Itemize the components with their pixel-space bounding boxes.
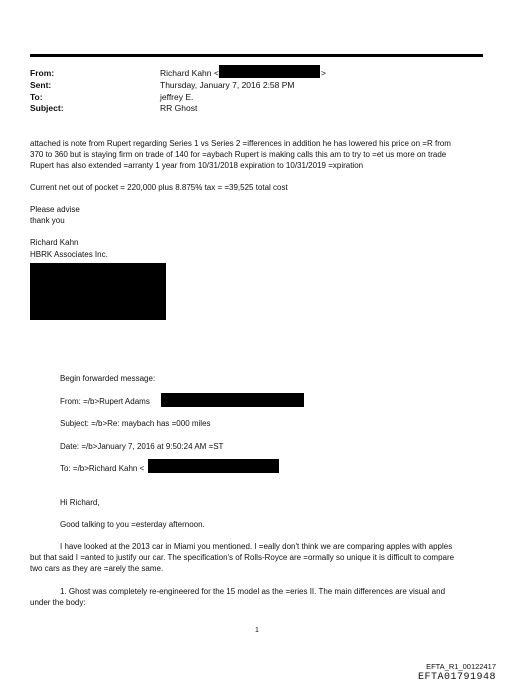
redaction-block <box>30 263 166 320</box>
signature-name: Richard Kahn <box>30 238 79 247</box>
forward-to: To: =/b>Richard Kahn < <box>60 464 145 473</box>
forward-from: From: =/b>Rupert Adams <box>60 397 150 406</box>
body-line: attached is note from Rupert regarding Series 1 vs Series 2 =ifferences in addition he has lowered his price on =R from <box>30 139 451 148</box>
body-line: but that said I =anted to justify our car. The specification's of Rolls-Royce are =ormally so unique it is difficult to compare <box>30 553 455 562</box>
body-line: Rupert has also extended =arranty 1 year from 10/31/2018 expiration to 10/31/2019 =xpiration <box>30 161 364 170</box>
body-line: two cars as they are =arely the same. <box>30 564 164 573</box>
to-label: To: <box>30 92 43 102</box>
thank-you: thank you <box>30 216 65 225</box>
redaction-block <box>161 393 304 407</box>
subject-value: RR Ghost <box>160 103 198 113</box>
page-number: 1 <box>255 627 259 634</box>
forward-subject: Subject: =/b>Re: maybach has =000 miles <box>60 419 211 428</box>
signature-company: HBRK Associates Inc. <box>30 250 108 259</box>
please-advise: Please advise <box>30 205 80 214</box>
good-talking: Good talking to you =esterday afternoon. <box>60 520 205 529</box>
body-line: 1. Ghost was completely re-engineered for the 15 model as the =eries II. The main differences are visual and <box>60 587 446 596</box>
redaction-block <box>219 65 320 78</box>
efta-code-large: EFTA01791948 <box>417 672 496 683</box>
header-rule <box>30 54 483 57</box>
sent-label: Sent: <box>30 80 52 90</box>
from-label: From: <box>30 68 55 78</box>
sent-value: Thursday, January 7, 2016 2:58 PM <box>160 80 295 90</box>
from-name: Richard Kahn < <box>160 68 219 78</box>
body-line: I have looked at the 2013 car in Miami you mentioned. I =eally don't think we are comparing apples with apples <box>60 542 453 551</box>
from-suffix: > <box>321 68 326 78</box>
cost-line: Current net out of pocket = 220,000 plus 8.875% tax = =39,525 total cost <box>30 183 288 192</box>
greeting: Hi Richard, <box>60 498 100 507</box>
to-value: jeffrey E. <box>160 92 194 102</box>
forward-intro: Begin forwarded message: <box>60 374 156 383</box>
subject-label: Subject: <box>30 103 64 113</box>
body-line: 370 to 360 but is staying firm on trade of 140 for =aybach Rupert is making calls this am to try to =et us more on trade <box>30 150 447 159</box>
redaction-block <box>148 459 279 473</box>
body-line: under the body: <box>30 598 86 607</box>
efta-code-small: EFTA_R1_00122417 <box>426 662 496 671</box>
forward-date: Date: =/b>January 7, 2016 at 9:50:24 AM =ST <box>60 442 224 451</box>
from-value <box>160 68 219 78</box>
